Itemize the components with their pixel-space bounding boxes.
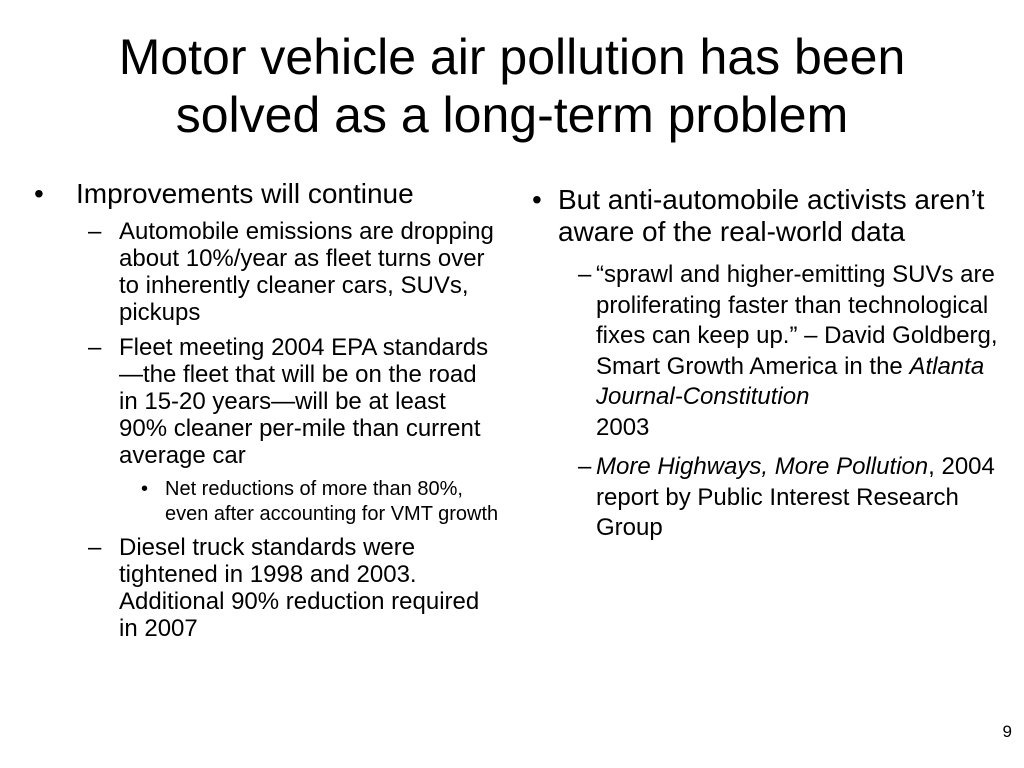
left-sub-item-1 — [76, 218, 500, 326]
right-main-bullet — [530, 184, 1000, 544]
left-sub-item-2-text: Fleet meeting 2004 EPA standards—the fleet that will be on the road in 15-20 years—will be at least 90% cleaner per-mile than current average car — [119, 334, 489, 469]
title-line-1: Motor vehicle air pollution has been — [118, 29, 906, 85]
bullet-marker: • — [532, 184, 542, 215]
slide-title — [0, 28, 1024, 144]
bullet-marker: • — [34, 178, 44, 209]
dash-marker: – — [578, 261, 592, 288]
left-sub-list — [76, 218, 500, 642]
title-line-2: solved as a long-term problem — [175, 87, 849, 143]
left-column — [30, 178, 500, 650]
right-main-bullet-text: But anti-automobile activists aren’t aware of the real-world data — [558, 184, 985, 247]
page-number: 9 — [1002, 722, 1012, 741]
left-sub-item-3 — [76, 534, 500, 642]
left-sub-sub-item-1 — [119, 477, 500, 526]
right-sub-item-1 — [568, 260, 1000, 443]
report-title: More Highways, More Pollution — [596, 453, 929, 480]
left-main-bullet — [30, 178, 500, 642]
right-sub-list — [568, 260, 1000, 544]
left-sub-sub-list — [119, 477, 500, 526]
report-description: , 2004 report by Public Interest Research Group — [596, 453, 995, 541]
dash-marker: – — [88, 218, 102, 245]
right-column — [530, 184, 1000, 553]
dash-marker: – — [88, 334, 102, 361]
publication-name: Atlanta Journal-Constitution — [596, 352, 985, 410]
quote-year: 2003 — [596, 413, 650, 441]
right-sub-item-2 — [568, 452, 1000, 544]
left-main-bullet-text: Improvements will continue — [76, 178, 414, 209]
left-sub-item-1-text: Automobile emissions are dropping about 10%/year as fleet turns over to inherently cleaner cars, SUVs, pickups — [119, 218, 494, 326]
dash-marker: – — [578, 453, 592, 480]
left-sub-item-3-text: Diesel truck standards were tightened in 1998 and 2003. Additional 90% reduction required in 2007 — [119, 534, 480, 642]
bullet-marker: • — [141, 478, 149, 500]
quote-text: “sprawl and higher-emitting SUVs are proliferating faster than technological fixes can keep up.” – David Goldberg, Smart Growth America in the — [596, 261, 998, 380]
left-sub-item-2 — [76, 334, 500, 526]
left-sub-sub-item-1-text: Net reductions of more than 80%, even after accounting for VMT growth — [165, 478, 499, 525]
dash-marker: – — [88, 534, 102, 561]
